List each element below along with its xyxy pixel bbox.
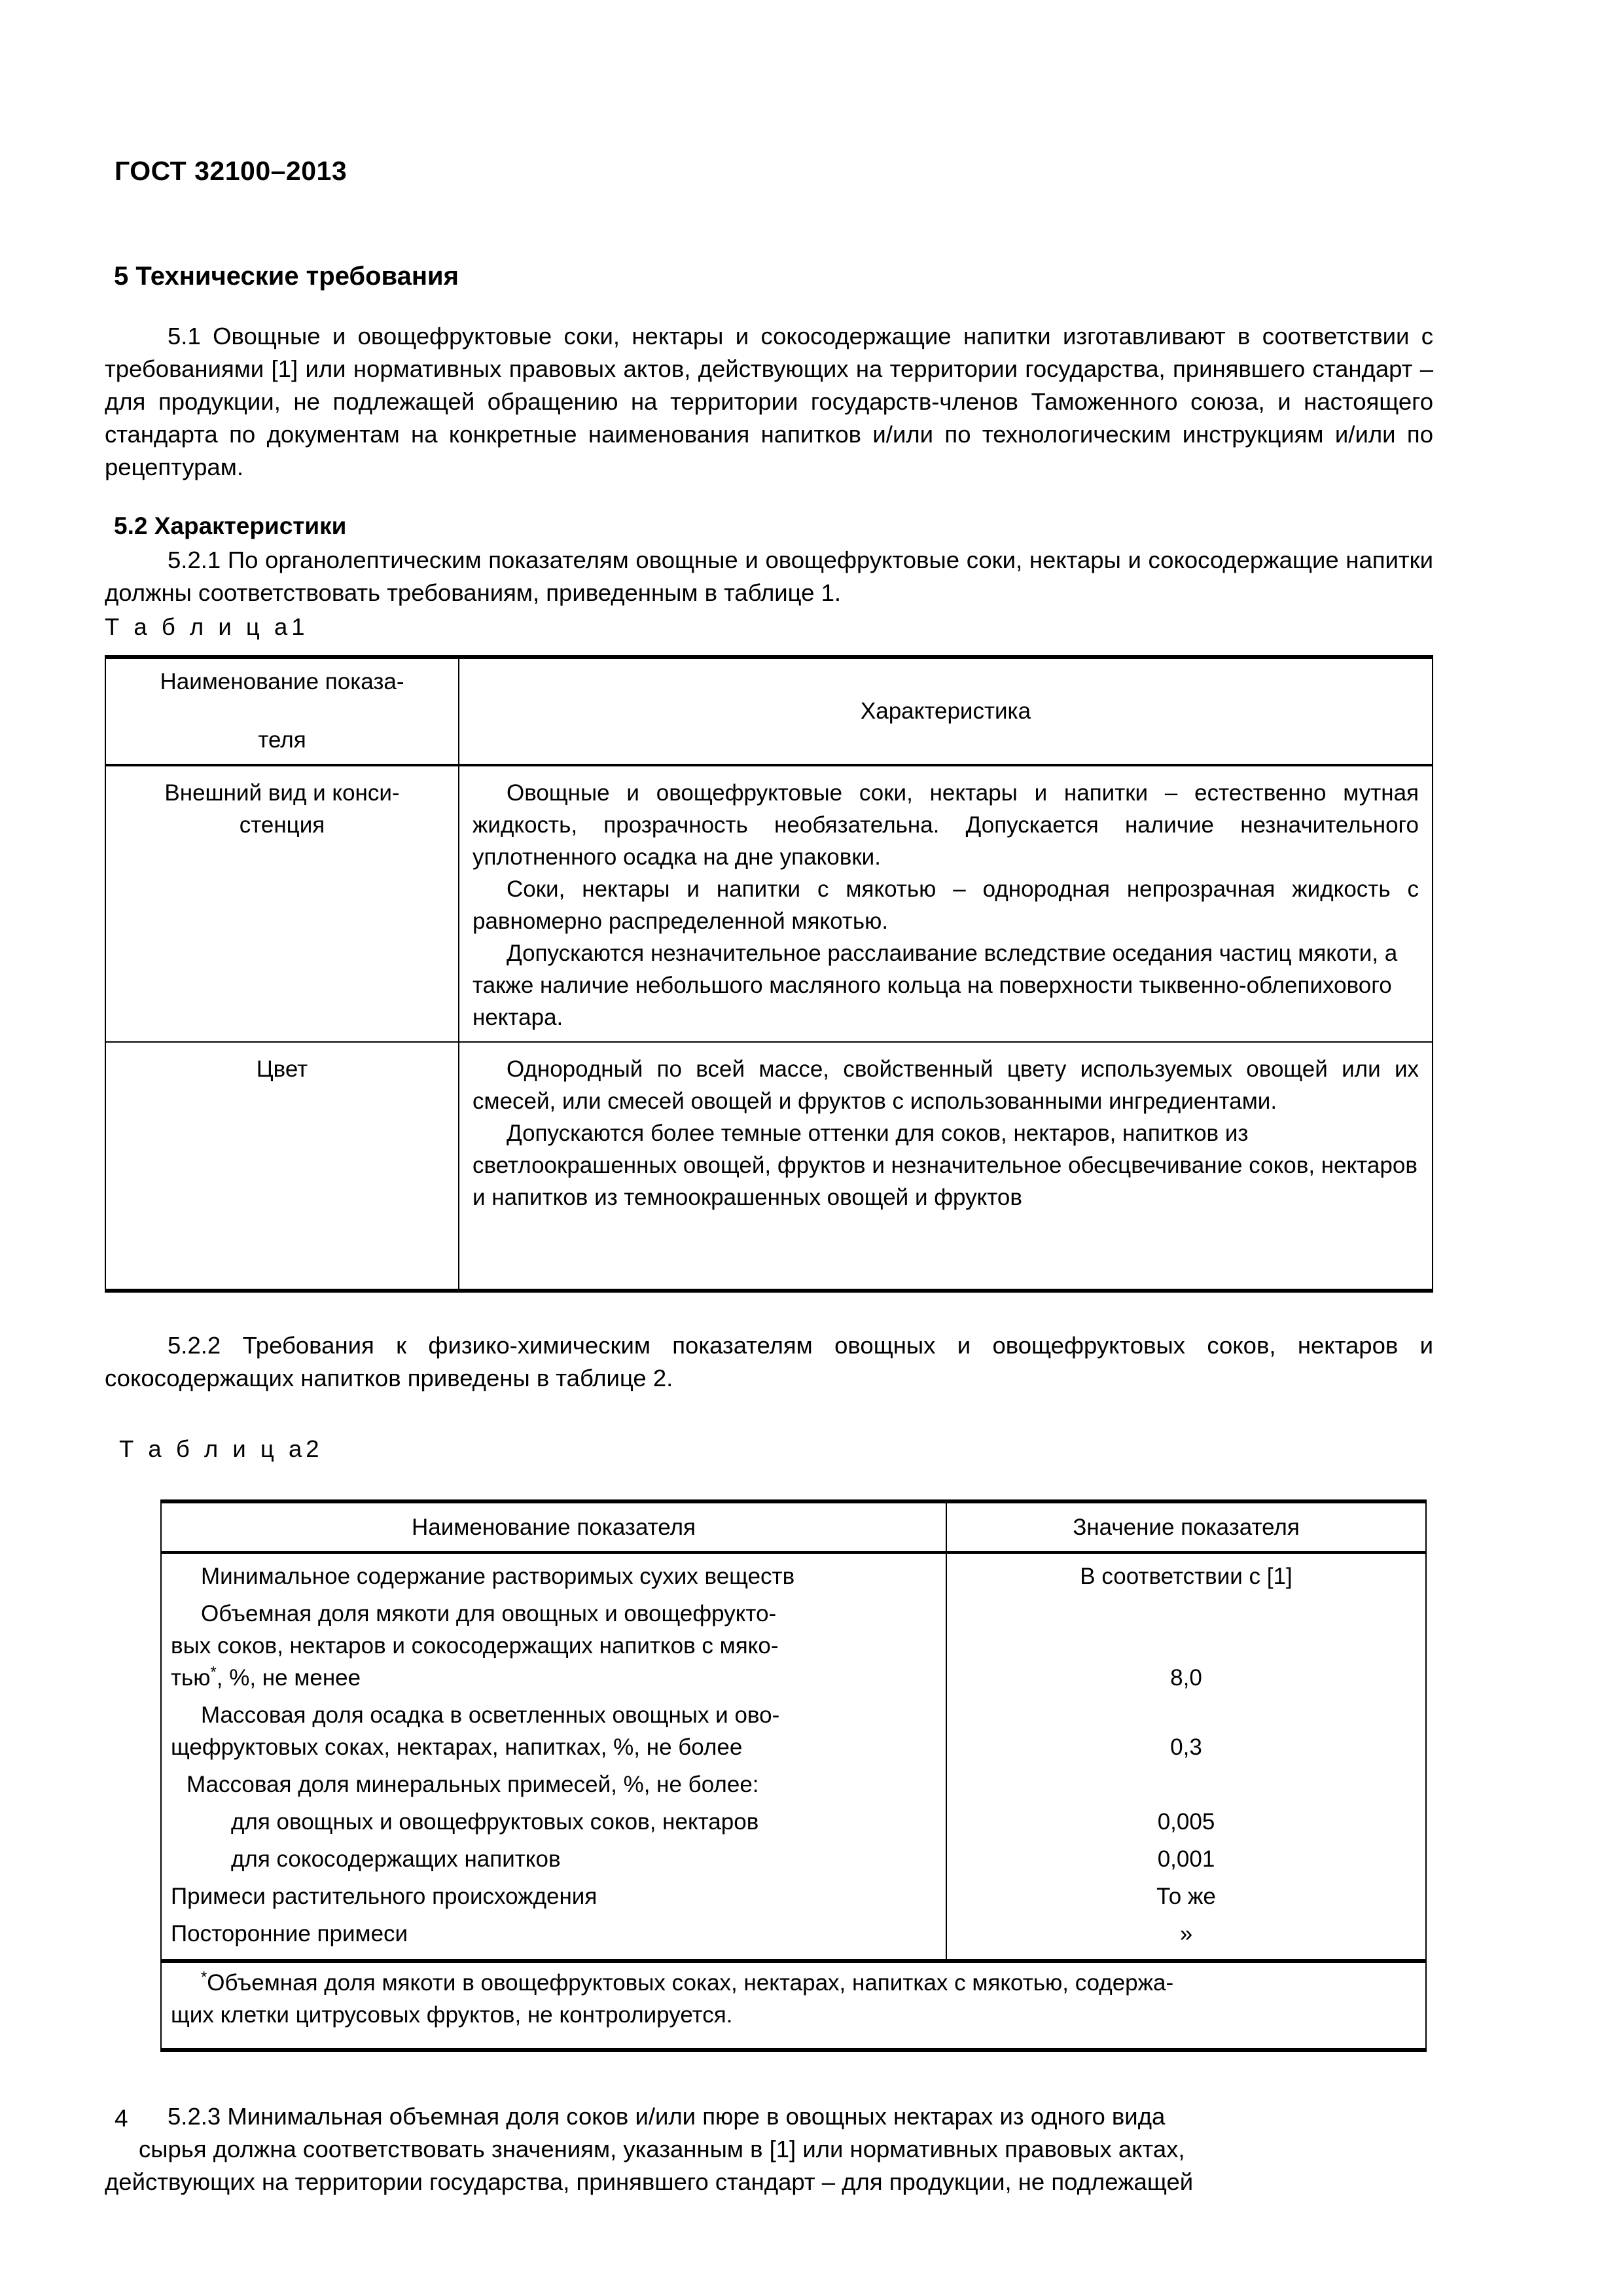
table-1-header — [105, 657, 1433, 765]
table-2-row7-name — [161, 1915, 946, 1961]
table-1-row0-para2: Допускаются незначительное расслаивание вследствие оседания частиц мякоти, а также наличие небольшого масляного кольца на поверхности тыквенно-облепихового нектара. — [473, 941, 1398, 1030]
table-2-row0-name — [161, 1552, 946, 1595]
table-1-caption-label: Т а б л и ц а — [105, 613, 292, 640]
table-2-caption-label: Т а б л и ц а — [119, 1435, 306, 1462]
table-2-row6-name — [161, 1878, 946, 1915]
table-2-header — [161, 1501, 1426, 1552]
table-2-body — [161, 1552, 1426, 2050]
table-1 — [105, 655, 1433, 1293]
paragraph-5-2-3-line2: сырья должна соответствовать значениям, указанным в [1] или нормативных правовых актах, — [139, 2136, 1185, 2162]
table-1-row0-para1: Соки, нектары и напитки с мякотью – однородная непрозрачная жидкость с равномерно распределенной мякотью. — [473, 876, 1419, 934]
table-1-row1-characteristic — [459, 1042, 1433, 1291]
table-2-row3-value — [946, 1766, 1426, 1803]
table-row — [161, 1878, 1426, 1915]
table-2-row1-name — [161, 1595, 946, 1696]
table-2-row7-value: » — [946, 1915, 1426, 1961]
table-2-row5-name — [161, 1840, 946, 1878]
table-2-footnote-line2: щих клетки цитрусовых фруктов, не контролируется. — [171, 2002, 733, 2028]
table-row — [161, 1595, 1426, 1696]
table-row — [161, 1501, 1426, 1552]
table-row — [161, 1766, 1426, 1803]
document-header-standard-number: ГОСТ 32100–2013 — [115, 156, 348, 186]
table-1-row0-name-line1: Внешний вид и конси- — [164, 780, 400, 806]
table-row — [161, 1552, 1426, 1595]
table-1-body — [105, 765, 1433, 1291]
table-2-row4-name-text: для овощных и овощефруктовых соков, нектаров — [231, 1809, 759, 1835]
table-row — [161, 1840, 1426, 1878]
table-2-row3-name-text: Массовая доля минеральных примесей, %, не более: — [187, 1772, 759, 1797]
table-2-row4-value: 0,005 — [946, 1803, 1426, 1840]
table-1-header-col1-line1: Наименование показа- — [160, 669, 404, 694]
table-1-header-col2: Характеристика — [459, 657, 1433, 765]
table-row — [105, 1042, 1433, 1291]
table-2-footnote-line1-text: Объемная доля мякоти в овощефруктовых соках, нектарах, напитках с мякотью, содержа- — [207, 1970, 1174, 1996]
table-2-wrapper — [160, 1499, 1427, 2052]
table-1-row1-name — [105, 1042, 459, 1291]
table-1-header-col1-line2: теля — [258, 727, 306, 753]
table-1-row1-para1: Допускаются более темные оттенки для соков, нектаров, напитков из светлоокрашенных овощей, фруктов и незначительное обесцвечивание соков, нектаров и напитков из темноокрашенных овощей и фруктов — [473, 1121, 1418, 1210]
table-2-row1-name-text: Объемная доля мякоти для овощных и овощефрукто- вых соков, нектаров и сокосодержащих напитков с мяко- тью*, %, не менее — [171, 1601, 779, 1691]
table-2-row0-name-text: Минимальное содержание растворимых сухих веществ — [201, 1564, 795, 1589]
table-2 — [160, 1499, 1427, 2052]
table-2-row2-value: 0,3 — [946, 1696, 1426, 1766]
table-2-header-col2: Значение показателя — [946, 1501, 1426, 1552]
paragraph-5-2-1: 5.2.1 По органолептическим показателям овощные и овощефруктовые соки, нектары и сокосодержащие напитки должны соответствовать требованиям, приведенным в таблице 1. — [105, 547, 1433, 606]
table-2-row2-name — [161, 1696, 946, 1766]
table-1-caption-number: 1 — [291, 613, 305, 640]
paragraph-5-2-3-line1: 5.2.3 Минимальная объемная доля соков и/или пюре в овощных нектарах из одного вида — [168, 2103, 1166, 2130]
table-2-row1-value: 8,0 — [946, 1595, 1426, 1696]
paragraph-5-2-3-line3: действующих на территории государства, принявшего стандарт – для продукции, не подлежащей — [105, 2168, 1194, 2195]
table-2-row0-value: В соответствии с [1] — [946, 1552, 1426, 1595]
table-2-row4-name — [161, 1803, 946, 1840]
table-2-row5-name-text: для сокосодержащих напитков — [231, 1846, 561, 1872]
page-number: 4 — [115, 2105, 128, 2132]
table-1-caption — [105, 613, 1433, 641]
table-row — [161, 1803, 1426, 1840]
section-title-5: 5 Технические требования — [114, 262, 459, 291]
table-2-row7-name-text: Посторонние примеси — [171, 1921, 408, 1946]
subsection-title-5-2: 5.2 Характеристики — [114, 512, 347, 539]
table-2-row2-name-text: Массовая доля осадка в осветленных овощных и ово- щефруктовых соках, нектарах, напитках, %, не более — [171, 1702, 780, 1760]
table-2-row6-name-text: Примеси растительного происхождения — [171, 1884, 597, 1909]
table-1-row0-name — [105, 765, 459, 1042]
table-2-footnote-row — [161, 1961, 1426, 2050]
table-row — [105, 657, 1433, 765]
table-2-caption-number: 2 — [306, 1435, 319, 1462]
table-2-footnote — [161, 1961, 1426, 2050]
table-1-row0-para0: Овощные и овощефруктовые соки, нектары и напитки – естественно мутная жидкость, прозрачность необязательна. Допускается наличие незначительного уплотненного осадка на дне упаковки. — [473, 780, 1419, 870]
table-2-row5-value: 0,001 — [946, 1840, 1426, 1878]
table-1-row1-para0: Однородный по всей массе, свойственный цвету используемых овощей или их смесей, или смесей овощей и фруктов с использованными ингредиентами. — [473, 1056, 1419, 1114]
paragraph-5-2-2: 5.2.2 Требования к физико-химическим показателям овощных и овощефруктовых соков, нектаров и сокосодержащих напитков приведены в таблице 2. — [105, 1332, 1433, 1391]
table-2-row3-name — [161, 1766, 946, 1803]
table-1-row0-characteristic — [459, 765, 1433, 1042]
page-content — [105, 262, 1433, 2198]
table-row — [161, 1915, 1426, 1961]
table-row — [105, 765, 1433, 1042]
table-2-caption — [119, 1435, 1433, 1463]
table-row — [161, 1696, 1426, 1766]
table-2-footnote-line1 — [171, 1967, 1416, 1999]
table-2-header-col1: Наименование показателя — [161, 1501, 946, 1552]
table-1-row0-name-line2: стенция — [239, 812, 325, 838]
table-1-header-col1 — [105, 657, 459, 765]
footnote-asterisk: * — [201, 1968, 207, 1986]
table-2-row6-value: То же — [946, 1878, 1426, 1915]
paragraph-5-1: 5.1 Овощные и овощефруктовые соки, нектары и сокосодержащие напитки изготавливают в соответствии с требованиями [1] или нормативных правовых актов, действующих на территории государства, принявшего стандарт – для продукции, не подлежащей обращению на территории государств-членов Таможенного союза, и настоящего стандарта по документам на конкретные наименования напитков и/или по технологическим инструкциям и/или по рецептурам. — [105, 323, 1433, 480]
table-1-row1-name-line1: Цвет — [256, 1056, 308, 1082]
